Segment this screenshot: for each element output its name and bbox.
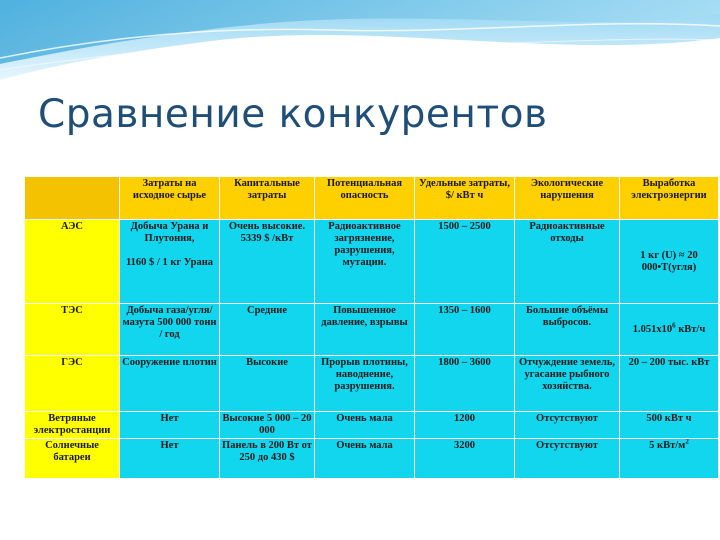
cell-wind-ecology: Отсутствуют	[515, 412, 620, 439]
cell-solar-output-base: 5 кВт/м	[649, 440, 686, 451]
row-label-wind: Ветряные электростанции	[25, 412, 120, 439]
header-specific-cost: Удельные затраты, $/ кВт ч	[415, 177, 515, 220]
table-header-row	[25, 177, 719, 220]
table-row-ges	[25, 356, 719, 412]
cell-aes-raw-line1: Добыча Урана и Плутония,	[130, 221, 209, 244]
row-label-tes: ТЭС	[25, 304, 120, 356]
cell-solar-ecology: Отсутствуют	[515, 439, 620, 479]
table-row-tes	[25, 304, 719, 356]
header-danger: Потенциальная опасность	[315, 177, 415, 220]
header-output: Выработка электроэнергии	[620, 177, 719, 220]
cell-wind-output: 500 кВт ч	[620, 412, 719, 439]
cell-tes-output	[620, 304, 719, 356]
cell-aes-output: 1 кг (U) ≈ 20 000•Т(угля)	[620, 220, 719, 304]
cell-tes-raw: Добыча газа/угля/мазута 500 000 тонн / год	[120, 304, 220, 356]
header-capital-cost: Капитальные затраты	[220, 177, 315, 220]
cell-tes-ecology: Большие объёмы выбросов.	[515, 304, 620, 356]
header-corner-cell	[25, 177, 120, 220]
row-label-ges: ГЭС	[25, 356, 120, 412]
cell-solar-raw: Нет	[120, 439, 220, 479]
cell-ges-ecology: Отчуждение земель, угасание рыбного хозяйства.	[515, 356, 620, 412]
row-label-aes: АЭС	[25, 220, 120, 304]
cell-ges-raw: Сооружение плотин	[120, 356, 220, 412]
cell-wind-capital: Высокие 5 000 – 20 000	[220, 412, 315, 439]
cell-aes-raw-line2: 1160 $ / 1 кг Урана	[125, 257, 213, 268]
cell-solar-specific: 3200	[415, 439, 515, 479]
table-row-solar	[25, 439, 719, 479]
cell-aes-specific: 1500 – 2500	[415, 220, 515, 304]
header-raw-cost: Затраты на исходное сырье	[120, 177, 220, 220]
cell-tes-capital: Средние	[220, 304, 315, 356]
cell-solar-output	[620, 439, 719, 479]
cell-tes-output-base: 1.051х10	[632, 323, 673, 335]
table-row-aes	[25, 220, 719, 304]
cell-tes-output-exp: 6	[672, 321, 676, 329]
cell-wind-specific: 1200	[415, 412, 515, 439]
cell-wind-danger: Очень мала	[315, 412, 415, 439]
cell-aes-raw	[120, 220, 220, 304]
cell-wind-raw: Нет	[120, 412, 220, 439]
cell-tes-danger: Повышенное давление, взрывы	[315, 304, 415, 356]
cell-ges-danger: Прорыв плотины, наводнение, разрушения.	[315, 356, 415, 412]
cell-solar-danger: Очень мала	[315, 439, 415, 479]
header-banner	[0, 0, 720, 90]
comparison-table	[24, 176, 718, 478]
row-label-solar: Солнечные батареи	[25, 439, 120, 479]
cell-ges-specific: 1800 – 3600	[415, 356, 515, 412]
header-ecology: Экологические нарушения	[515, 177, 620, 220]
cell-ges-capital: Высокие	[220, 356, 315, 412]
cell-solar-output-exp: 2	[685, 438, 689, 446]
slide-title: Сравнение конкурентов	[38, 92, 548, 137]
cell-aes-danger: Радиоактивное загрязнение, разрушения, мутации.	[315, 220, 415, 304]
cell-solar-capital: Панель в 200 Вт от 250 до 430 $	[220, 439, 315, 479]
cell-aes-ecology: Радиоактивные отходы	[515, 220, 620, 304]
cell-ges-output: 20 – 200 тыс. кВт	[620, 356, 719, 412]
cell-tes-output-unit: кВт/ч	[675, 323, 706, 335]
table-row-wind	[25, 412, 719, 439]
cell-aes-capital: Очень высокие. 5339 $ /кВт	[220, 220, 315, 304]
cell-tes-specific: 1350 – 1600	[415, 304, 515, 356]
